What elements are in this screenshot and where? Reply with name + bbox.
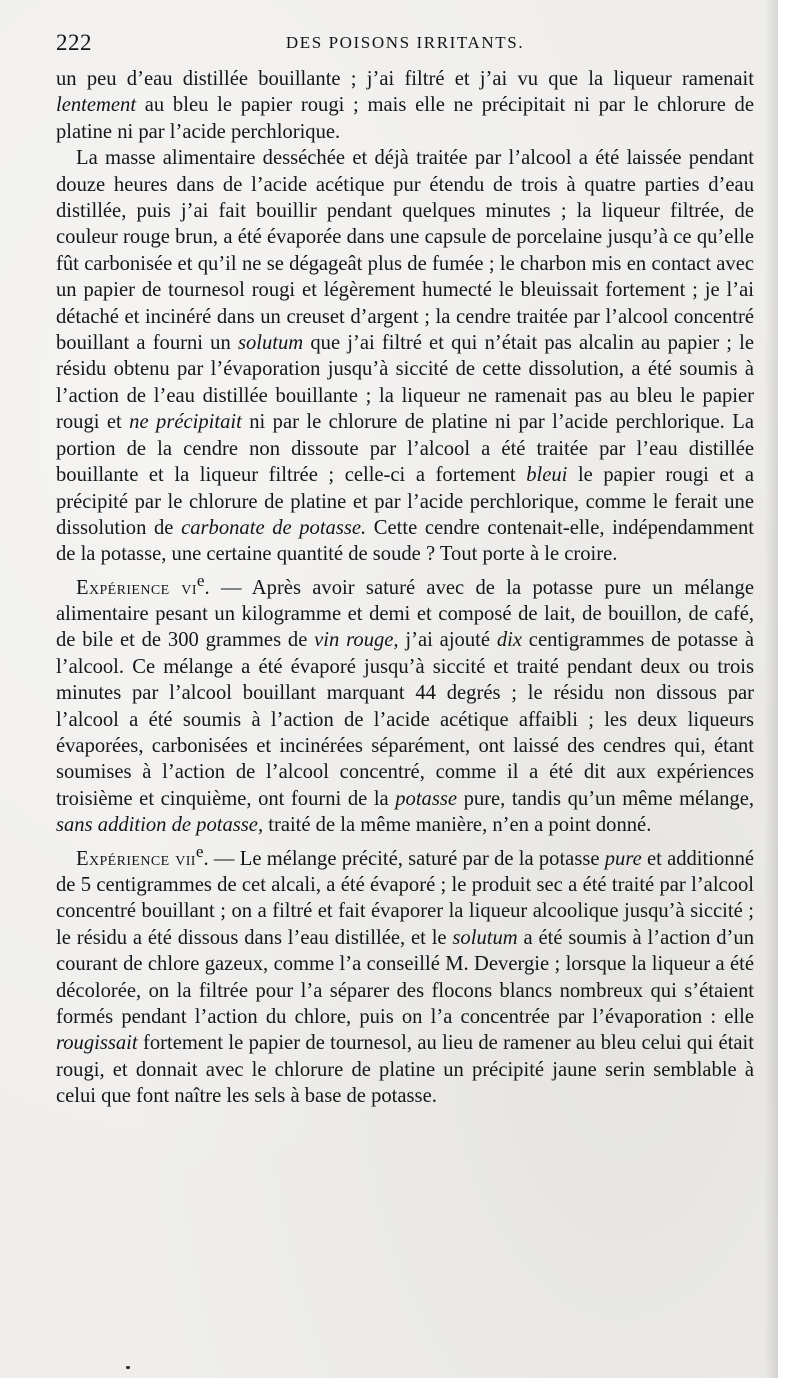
- experience-heading: Expérience vii: [76, 847, 196, 870]
- italic-run: carbonate de potasse.: [181, 516, 367, 539]
- italic-run: sans addition de potasse: [56, 814, 258, 837]
- italic-run: bleui: [526, 464, 568, 487]
- paragraph-1: [56, 66, 754, 145]
- text-run: fortement le papier de tournesol, au lieu de ramener au bleu celui qui était rougi, et donnait avec le chlorure de platine un précipité jaune serin semblable à celui que font naître les sels à base de potasse.: [56, 1032, 754, 1108]
- text-run: le papier rougi et a précipité par le chlorure de platine et par l’acide perchlorique, comme le ferait une dissolution de: [56, 464, 754, 539]
- text-run: et additionné de 5 centigrammes de cet alcali, a été évaporé ; le produit sec a été traité par l’alcool concentré bouillant ; on a filtré et fait évaporer la liqueur alcoolique jusqu’à siccité ; le résidu a été dissous dans l’eau distillée, et le: [56, 847, 755, 949]
- italic-run: solutum: [452, 926, 518, 949]
- scan-speck: [126, 1366, 130, 1369]
- italic-run: vin rouge,: [314, 629, 399, 652]
- text-run: Cette cendre contenait-elle, indépendamment de la potasse, une certaine quantité de soude ? Tout porte à le croire.: [56, 516, 755, 566]
- italic-run: ne précipitait: [129, 411, 242, 434]
- experience-heading: Expérience vi: [76, 576, 197, 599]
- superscript: e: [195, 841, 204, 861]
- text-run: un peu d’eau distillée bouillante ; j’ai filtré et j’ai vu que la liqueur ramenait: [56, 68, 754, 90]
- running-head: [56, 30, 754, 62]
- paragraph-2: [56, 145, 754, 568]
- text-run: . — Le mélange précité, saturé par de la potasse: [203, 847, 605, 870]
- body-text: [56, 66, 754, 1110]
- text-run: La masse alimentaire desséchée et déjà traitée par l’alcool a été laissée pendant douze heures dans de l’acide acétique pur étendu de trois à quatre parties d’eau distillée, puis j’ai fait bouillir pendant quelques minutes ; la liqueur filtrée, de couleur rouge brun, a été évaporée dans une capsule de porcelaine jusqu’à ce qu’elle fût carbonisée et qu’il ne se dégageât plus de fumée ; le charbon mis en contact avec un papier de tournesol rougi et légèrement humecté le bleuissait fortement ; je l’ai détaché et incinéré dans un creuset d’argent ; la cendre traitée par l’alcool concentré bouillant a fourni un: [56, 147, 754, 355]
- italic-run: pure: [604, 847, 642, 870]
- text-run: centigrammes de potasse à l’alcool. Ce mélange a été évaporé jusqu’à siccité et traité pendant deux ou trois minutes par l’alcool bouillant marquant 44 degrés ; le résidu non dissous par l’alcool a été soumis à l’action de l’acide acétique affaibli ; les deux liqueurs évaporées, carbonisées et incinérées séparément, ont laissé des cendres qui, étant soumises à l’action de l’alcool concentré, comme il a été dit aux expériences troisième et cinquième, ont fourni de la: [56, 629, 754, 810]
- text-run: que j’ai filtré et qui n’était pas alcalin au papier ; le résidu obtenu par l’évaporation jusqu’à siccité de cette dissolution, a été soumis à l’action de l’eau distillée bouillante ; la liqueur ne ramenait pas au bleu le papier rougi et: [56, 332, 754, 434]
- text-run: pure, tandis qu’un même mélange,: [457, 787, 754, 810]
- page-number: 222: [56, 30, 92, 55]
- text-run: . — Après avoir saturé avec de la potasse pure un mélange alimentaire pesant un kilogramme et demi et composé de lait, de bouillon, de café, de bile et de 300 grammes de: [56, 576, 754, 652]
- text-run: au bleu le papier rougi ; mais elle ne précipitait ni par le chlorure de platine ni par l’acide perchlorique.: [56, 94, 754, 143]
- italic-run: potasse: [395, 787, 458, 810]
- page-edge-shadow: [764, 0, 778, 1378]
- italic-run: lentement: [56, 94, 137, 117]
- text-run: ni par le chlorure de platine ni par l’acide perchlorique. La portion de la cendre non dissoute par l’alcool a été traitée par l’eau distillée bouillante et la liqueur filtrée ; celle-ci a fortement: [56, 411, 754, 487]
- text-run: a été soumis à l’action d’un courant de chlore gazeux, comme l’a conseillé M. Devergie ; lorsque la liqueur a été décolorée, on la filtrée pour l’a séparer des flocons blancs nombreux qui s’étaient formés pendant l’action du chlore, puis on l’a concentrée par l’évaporation : elle: [56, 926, 754, 1028]
- italic-run: rougissait: [56, 1032, 138, 1055]
- running-title: DES POISONS IRRITANTS.: [285, 33, 525, 52]
- text-run: , traité de la même manière, n’en a point donné.: [257, 814, 652, 837]
- italic-run: solutum: [237, 332, 304, 355]
- paragraph-experience-6: [56, 568, 754, 839]
- text-run: j’ai ajouté: [398, 629, 497, 652]
- superscript: e: [196, 570, 205, 590]
- paragraph-experience-7: [56, 839, 754, 1110]
- italic-run: dix: [496, 629, 522, 652]
